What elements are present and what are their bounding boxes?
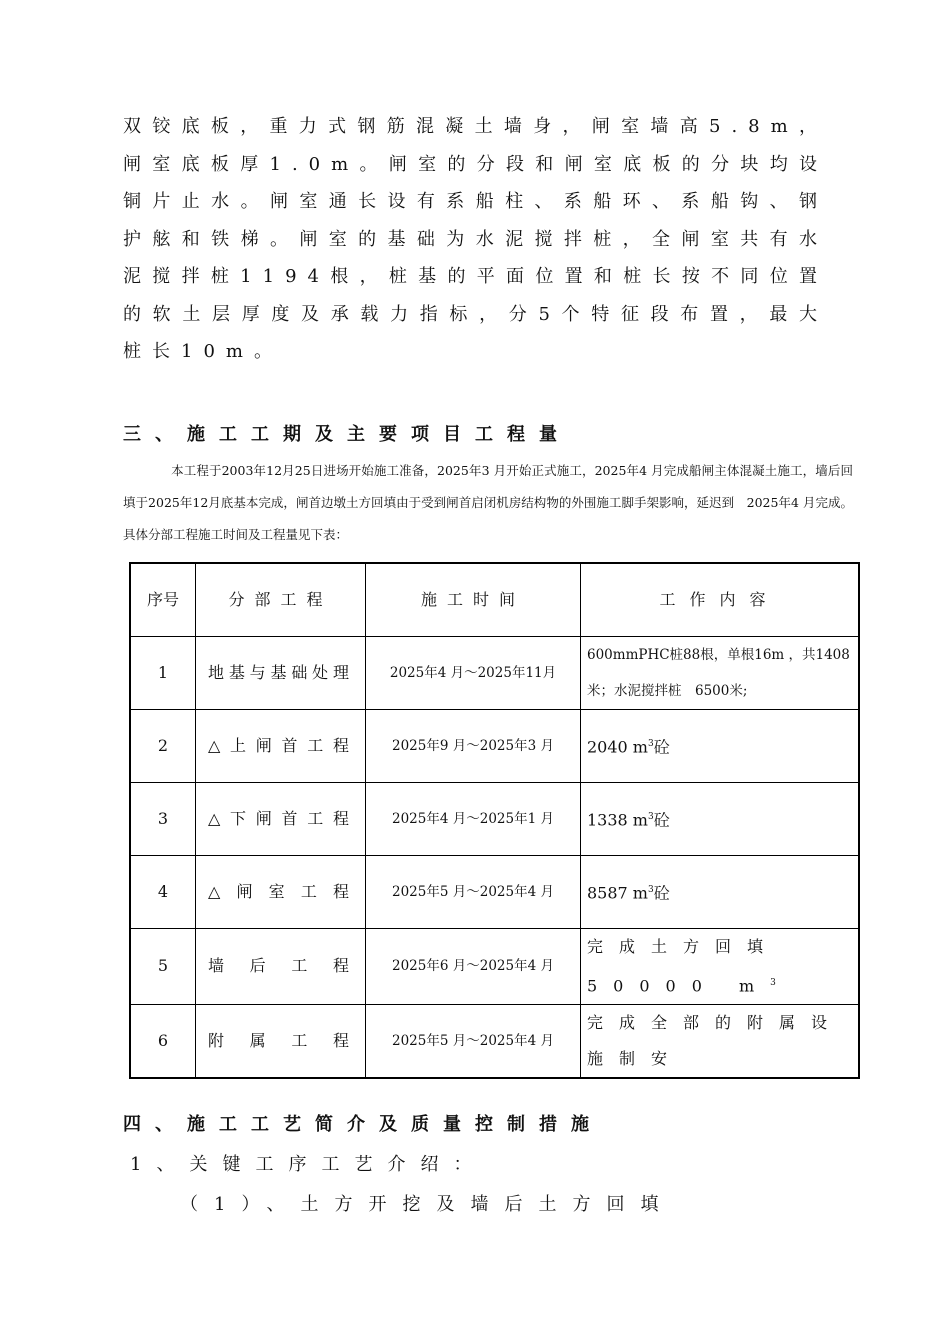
row-part: △闸室工程: [196, 855, 366, 928]
table-row: [130, 709, 859, 782]
row-work: 600mmPHC桩88根，单根16m ，共1408 米；水泥搅拌桩 6500米;: [581, 636, 860, 709]
row-part: 附属工程: [196, 1004, 366, 1078]
row-part: 地基与基础处理: [196, 636, 366, 709]
section3-paragraph-text: 本工程于2003年12月25日进场开始施工准备，2025年3 月开始正式施工，2025年4 月完成船闸主体混凝土施工，墙后回填于2025年12月底基本完成，闸首边墩土方回填由于受到闸首启闭机房结构物的外围施工脚手架影响，延迟到 2025年4 月完成。具体分部工程施工时间及工程量见下表：: [123, 463, 853, 542]
section4-sub1: 1、关键工序工艺介绍：: [130, 1154, 487, 1175]
section4-sub1-1: （1）、土方开挖及墙后土方回填: [180, 1194, 675, 1215]
intro-paragraph: 双铰底板，重力式钢筋混凝土墙身，闸室墙高5.8m，闸室底板厚1.0m。闸室的分段和闸室底板的分块均设铜片止水。闸室通长设有系船柱、系船环、系船钩、钢护舷和铁梯。闸室的基础为水泥搅拌桩，全闸室共有水泥搅拌桩1194根，桩基的平面位置和桩长按不同位置的软土层厚度及承载力指标，分5个特征段布置，最大桩长10m。: [123, 116, 828, 362]
row-work-sup: 3: [647, 884, 654, 895]
row-no: 4: [130, 855, 196, 928]
row-work-tail: 砼: [653, 737, 670, 757]
row-work-text: 8587 m: [587, 883, 648, 903]
section4-heading: 四、施工工艺简介及质量控制措施: [123, 1114, 603, 1135]
table-row: [130, 928, 859, 1004]
table-row: [130, 1004, 859, 1078]
row-time: 2025年6 月～2025年4 月: [366, 928, 581, 1004]
section3-heading: 三、施工工期及主要项目工程量: [123, 424, 571, 445]
row-work: [581, 709, 860, 782]
table-header-row: [130, 563, 859, 636]
table-row: [130, 636, 859, 709]
row-work: [581, 928, 860, 1004]
row-work-text: 完成土方回填50000 m: [587, 936, 780, 995]
row-time: 2025年5 月～2025年4 月: [366, 855, 581, 928]
table-row: [130, 782, 859, 855]
row-no: 1: [130, 636, 196, 709]
row-no: 6: [130, 1004, 196, 1078]
row-work: [581, 782, 860, 855]
works-table: [129, 562, 864, 1079]
row-work-tail: 砼: [653, 883, 670, 903]
row-time: 2025年4 月～2025年11月: [366, 636, 581, 709]
row-no: 3: [130, 782, 196, 855]
row-work-sup: 3: [647, 738, 654, 749]
header-time: 施工时间: [366, 563, 581, 636]
table-row: [130, 855, 859, 928]
row-time: 2025年5 月～2025年4 月: [366, 1004, 581, 1078]
header-part: 分部工程: [196, 563, 366, 636]
row-part: △下闸首工程: [196, 782, 366, 855]
row-part: △上闸首工程: [196, 709, 366, 782]
row-no: 2: [130, 709, 196, 782]
header-no: 序号: [130, 563, 196, 636]
row-work: [581, 1004, 860, 1078]
row-work-sup: 3: [770, 977, 776, 988]
row-work-text: 1338 m: [587, 810, 648, 830]
row-part: 墙后工程: [196, 928, 366, 1004]
row-work-text: 完成全部的附属设施制安: [587, 1012, 844, 1068]
row-work-tail: 砼: [653, 810, 670, 830]
row-no: 5: [130, 928, 196, 1004]
row-work: [581, 855, 860, 928]
row-work-text: 2040 m: [587, 737, 648, 757]
header-work: 工作内容: [581, 563, 860, 636]
row-time: 2025年4 月～2025年1 月: [366, 782, 581, 855]
section3-paragraph: [123, 455, 853, 551]
row-time: 2025年9 月～2025年3 月: [366, 709, 581, 782]
row-work-sup: 3: [647, 811, 654, 822]
